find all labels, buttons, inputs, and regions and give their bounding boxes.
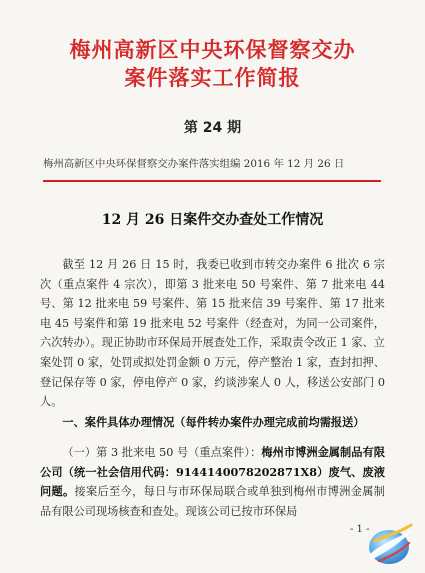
swoosh-globe-logo-icon	[363, 521, 417, 567]
case-subject: 梅州市博洲金属制品有限公司（统一社会信用代码：9144140078202871X8）废气、废液问题。	[40, 445, 385, 499]
bulletin-title-line1: 梅州高新区中央环保督察交办	[69, 38, 356, 62]
issue-number: 第 24 期	[183, 120, 242, 136]
page-number: - 1 -	[350, 524, 370, 535]
editor-line: 梅州高新区中央环保督察交办案件落实组编 2016 年 12 月 26 日	[43, 158, 345, 170]
article-heading: 12 月 26 日案件交办查处工作情况	[101, 212, 324, 228]
red-divider	[43, 180, 381, 182]
section-heading: 一、案件具体办理情况（每件转办案件办理完成前均需报送）	[62, 415, 365, 429]
case-progress: 接案后至今，每日与市环保局联合或单独到梅州市博洲金属制品有限公司现场核查和查处。现该公司已按市环保局	[40, 485, 385, 518]
paragraph-summary: 截至 12 月 26 日 15 时，我委已收到市转交办案件 6 批次 6 宗次（重点案件 4 宗次），即第 3 批来电 50 号案件、第 7 批来电 44 号、第 12 批来电 59 号案件、第 15 批来信 39 号案件、第 17 批来电 45 号案件和第 19 批来电 52 号案件（经查对，为同一公司案件，六次转办）。现正协助市环保局开展查处工作，采取责令改正 1 家、立案处罚 0 家，处罚或拟处罚金额 0 万元，停产整治 1 家，查封扣押、登记保存等 0 家，停电停产 0 家，约谈涉案人 0 人，移送公安部门 0 人。	[40, 258, 385, 409]
bulletin-title-line2: 案件落实工作简报	[124, 66, 301, 90]
case-lead: （一）第 3 批来电 50 号（重点案件）：	[62, 446, 262, 459]
paragraph-case-detail	[40, 443, 385, 521]
